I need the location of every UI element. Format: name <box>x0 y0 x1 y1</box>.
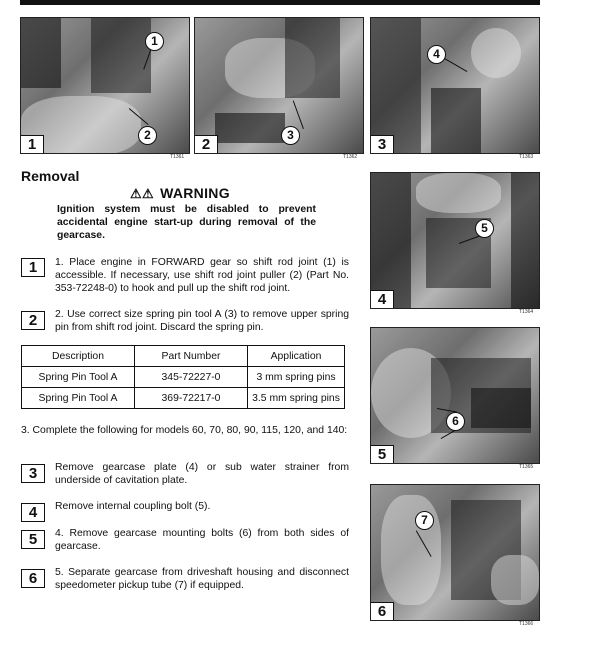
table-header: Part Number <box>135 346 248 367</box>
figure-2-photo <box>194 17 364 154</box>
table-header: Application <box>248 346 345 367</box>
warning-text: Ignition system must be disabled to prevent accidental engine start-up during removal of the gearcase. <box>57 204 316 241</box>
figure-5-photo <box>370 327 540 464</box>
page-top-rule <box>20 0 540 5</box>
table-cell: 345-72227-0 <box>135 367 248 388</box>
warning-title <box>130 185 230 202</box>
step-2-text: 2. Use correct size spring pin tool A (3) to remove upper spring pin from shift rod joint. Discard the spring pin. <box>55 309 349 333</box>
figure-1-code: T1361 <box>170 154 185 160</box>
figure-3-code: T1363 <box>519 154 534 160</box>
figure-1-step-box: 1 <box>20 135 44 154</box>
table-cell: 369-72217-0 <box>135 388 248 409</box>
callout-3: 3 <box>281 126 300 145</box>
table-row <box>22 367 345 388</box>
callout-6: 6 <box>446 412 465 431</box>
figure-1-photo <box>20 17 190 154</box>
warning-label: WARNING <box>160 185 230 201</box>
figure-4-code: T1364 <box>519 309 534 315</box>
step-3-intro: 3. Complete the following for models 60, 70, 80, 90, 115, 120, and 140: <box>21 425 348 436</box>
figure-5-code: T1365 <box>519 464 534 470</box>
figure-6-photo <box>370 484 540 621</box>
figure-4-photo <box>370 172 540 309</box>
table-header-row <box>22 346 345 367</box>
callout-2: 2 <box>138 126 157 145</box>
step-6-text: 5. Separate gearcase from driveshaft housing and disconnect speedometer pickup tube (7) if equipped. <box>55 567 349 591</box>
table-cell: Spring Pin Tool A <box>22 388 135 409</box>
figure-2-code: T1362 <box>343 154 358 160</box>
step-1-box: 1 <box>21 258 45 277</box>
step-5-text: 4. Remove gearcase mounting bolts (6) from both sides of gearcase. <box>55 528 349 552</box>
step-2-box: 2 <box>21 311 45 330</box>
step-6-box: 6 <box>21 569 45 588</box>
figure-5-step-box: 5 <box>370 445 394 464</box>
table-header: Description <box>22 346 135 367</box>
step-3-box: 3 <box>21 464 45 483</box>
step-4-text: Remove internal coupling bolt (5). <box>55 501 211 512</box>
figure-4-step-box: 4 <box>370 290 394 309</box>
figure-6-step-box: 6 <box>370 602 394 621</box>
table-row <box>22 388 345 409</box>
callout-4: 4 <box>427 45 446 64</box>
figure-2-step-box: 2 <box>194 135 218 154</box>
step-1-text: 1. Place engine in FORWARD gear so shift rod joint (1) is accessible. If necessary, use shift rod joint puller (2) (Part No. 353-72248-0) to hook and pull up the shift rod joint. <box>55 257 349 294</box>
callout-5: 5 <box>475 219 494 238</box>
table-cell: 3.5 mm spring pins <box>248 388 345 409</box>
callout-1: 1 <box>145 32 164 51</box>
table-cell: Spring Pin Tool A <box>22 367 135 388</box>
callout-7: 7 <box>415 511 434 530</box>
parts-table <box>21 345 345 409</box>
figure-3-step-box: 3 <box>370 135 394 154</box>
warning-triangle-icon: ⚠⚠ <box>130 186 154 201</box>
step-5-box: 5 <box>21 530 45 549</box>
figure-6-code: T1366 <box>519 621 534 627</box>
step-4-box: 4 <box>21 503 45 522</box>
table-cell: 3 mm spring pins <box>248 367 345 388</box>
figure-3-photo <box>370 17 540 154</box>
step-3-text: Remove gearcase plate (4) or sub water strainer from underside of cavitation plate. <box>55 462 349 486</box>
section-heading: Removal <box>21 168 80 184</box>
